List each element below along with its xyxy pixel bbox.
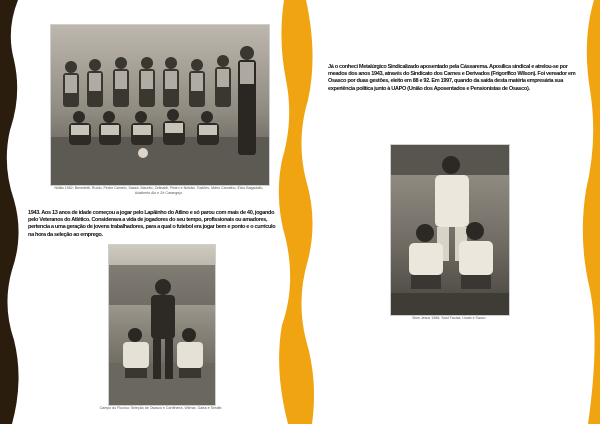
selection-photo-caption: Campo do Fluxiou: Seleção de Osasco e Carrilheira, Wilmar, Gaiss e Sestile. [99, 406, 223, 410]
right-paragraph: Já o conheci Metalúrgico Sindicalizado aposentado pela Cássarema. Aposílica sindical e atrelou-se por meados dos anos 1943, através do Sindicato dos Carnes e Derivados (Frigorífico Wilson). Foi vereador em Osasco por duas gestões, eleito em 88 e 92. Em 1997, quando da saída desta matéria empresária sua experiência política junto à UAPO (União dos Aposentados e Pensionistas de Osasco). [328, 64, 576, 92]
bom-jesus-photo [390, 144, 510, 316]
left-paragraph: 1943. Aos 13 anos de idade começou a jogar pelo Lapãinho do Atlino e só parou com mais de 40, jogando pelo Veteranos do Atlético. Considerava a vida de jogadores do seu tempo, profissionais ou amadores, pertencia a uma geração de jovens trabalhadores, para a qual o futebol era jogar bem e ponto e o currículo na hora da seleção ao emprego. [28, 210, 276, 238]
bom-jesus-photo-caption: Bom Jesus 1968: Saíd Facaia, Lisais e Sasco [412, 316, 486, 320]
team-photo-caption: Niltão 1962: Benedetti, Ruído, Pedro Camelo, Sassá, Maurão, Zelinaldi, Pedro e Nelsão. Tostões, Mário Carvalho, Élcio Bagadolfo, Adalberto Alo e Zé Carangejo. [54, 186, 264, 195]
team-photo-1962 [50, 24, 270, 186]
selection-photo [108, 244, 216, 406]
